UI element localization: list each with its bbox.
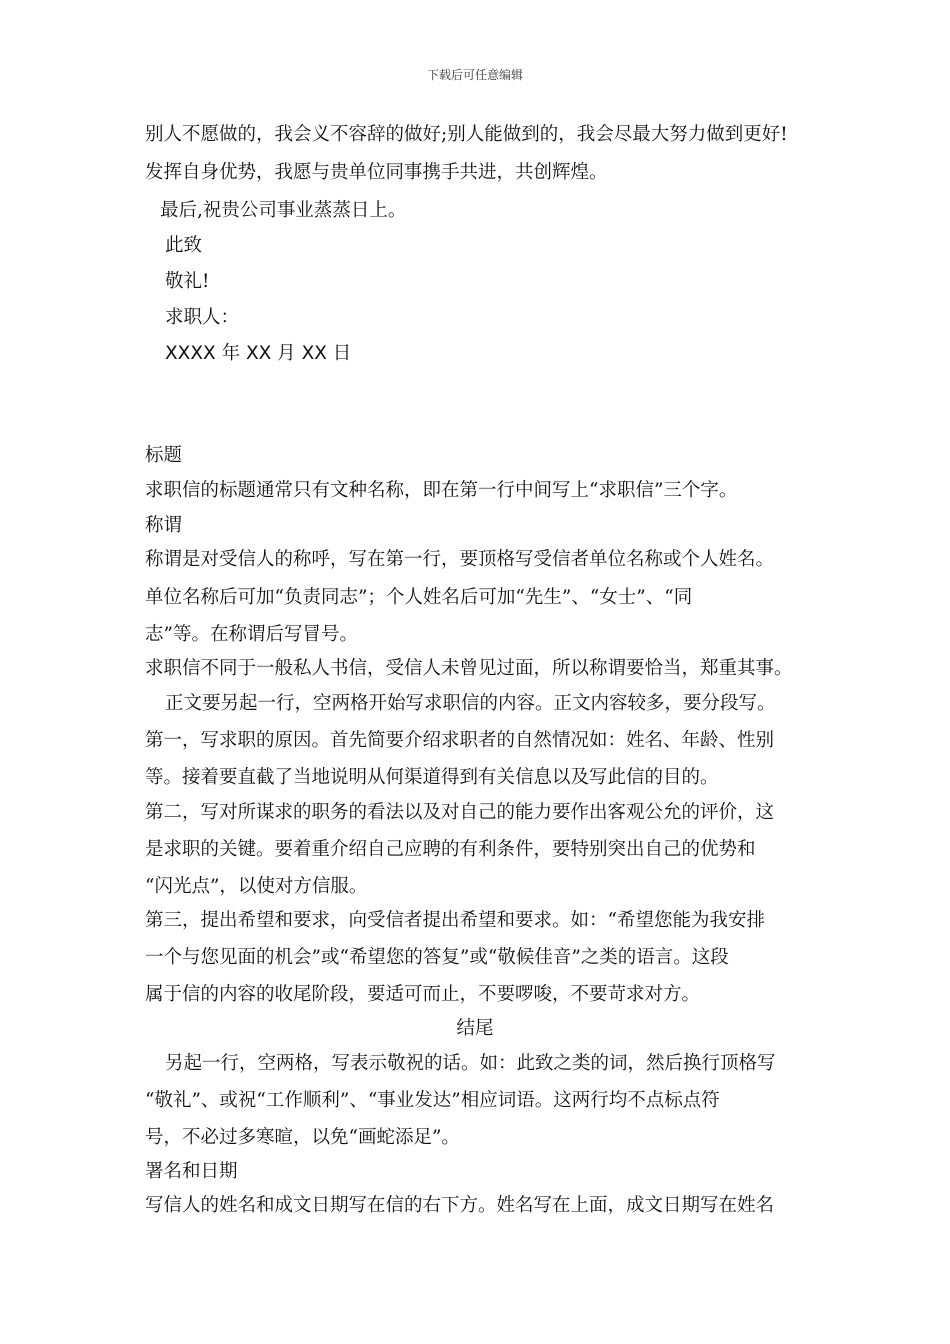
paragraph-line: 单位名称后可加“负责同志”；个人姓名后可加“先生”、“女士”、“同 xyxy=(145,587,693,608)
section-heading-salutation: 称谓 xyxy=(145,515,183,536)
paragraph-line: “敬礼”、或祝“工作顺利”、“事业发达”相应词语。这两行均不点标点符 xyxy=(145,1090,720,1111)
section-heading-signature: 署名和日期 xyxy=(145,1161,238,1182)
paragraph-line: 一个与您见面的机会”或“希望您的答复”或“敬候佳音”之类的语言。这段 xyxy=(145,947,729,968)
letter-date: XXXX 年 XX 月 XX 日 xyxy=(165,343,352,364)
page-header: 下载后可任意编辑 xyxy=(426,68,523,82)
paragraph-line: “闪光点”，以使对方信服。 xyxy=(145,876,368,897)
paragraph-line: 志”等。在称谓后写冒号。 xyxy=(145,624,358,645)
section-heading-title: 标题 xyxy=(145,445,183,466)
letter-line: 发挥自身优势，我愿与贵单位同事携手共进，共创辉煌。 xyxy=(145,162,608,183)
paragraph-line: 是求职的关键。要着重介绍自己应聘的有利条件，要特别突出自己的优势和 xyxy=(145,839,756,860)
section-heading-ending: 结尾 xyxy=(456,1018,494,1039)
applicant-label: 求职人： xyxy=(165,307,240,328)
paragraph-line: 第一，写求职的原因。首先简要介绍求职者的自然情况如：姓名、年龄、性别 xyxy=(145,730,775,751)
paragraph-line: 称谓是对受信人的称呼，写在第一行，要顶格写受信者单位名称或个人姓名。 xyxy=(145,549,775,570)
paragraph-line: 另起一行，空两格，写表示敬祝的话。如：此致之类的词，然后换行顶格写 xyxy=(165,1053,776,1074)
paragraph-line: 等。接着要直截了当地说明从何渠道得到有关信息以及写此信的目的。 xyxy=(145,767,719,788)
letter-line: 别人不愿做的，我会义不容辞的做好;别人能做到的，我会尽最大努力做到更好! xyxy=(145,124,788,145)
paragraph-line: 写信人的姓名和成文日期写在信的右下方。姓名写在上面，成文日期写在姓名 xyxy=(145,1195,775,1216)
paragraph-line: 属于信的内容的收尾阶段，要适可而止，不要啰唆，不要苛求对方。 xyxy=(145,984,701,1005)
jing-li: 敬礼! xyxy=(165,271,210,292)
closing-wish: 最后,祝贵公司事业蒸蒸日上。 xyxy=(160,200,407,221)
paragraph-line: 正文要另起一行，空两格开始写求职信的内容。正文内容较多，要分段写。 xyxy=(165,693,776,714)
paragraph-line: 求职信的标题通常只有文种名称，即在第一行中间写上“求职信”三个字。 xyxy=(145,480,738,501)
ci-zhi: 此致 xyxy=(165,235,203,256)
paragraph-line: 号，不必过多寒暄，以免“画蛇添足”。 xyxy=(145,1127,460,1148)
paragraph-line: 第二，写对所谋求的职务的看法以及对自己的能力要作出客观公允的评价，这 xyxy=(145,802,775,823)
paragraph-line: 第三，提出希望和要求，向受信者提出希望和要求。如：“希望您能为我安排 xyxy=(145,910,765,931)
paragraph-line: 求职信不同于一般私人书信，受信人未曾见过面，所以称谓要恰当，郑重其事。 xyxy=(145,658,793,679)
